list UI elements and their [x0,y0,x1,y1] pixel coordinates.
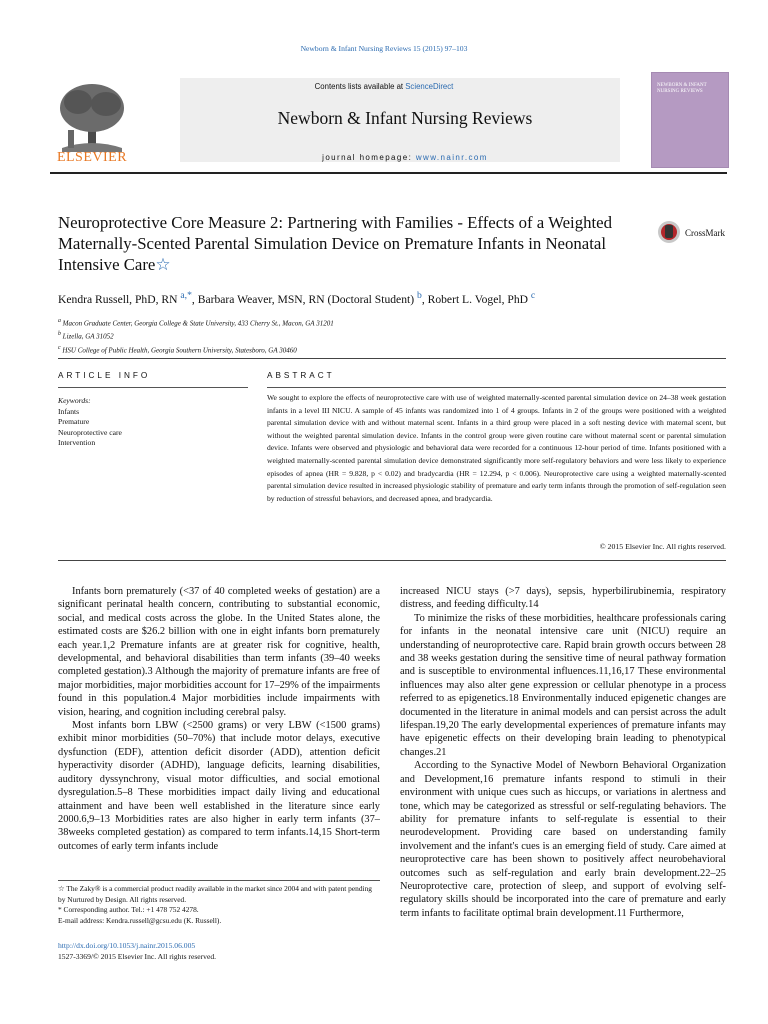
keywords-block [58,396,248,449]
author-sup[interactable]: b [416,290,422,301]
affiliation-text: Lizella, GA 31052 [62,332,114,341]
journal-title: Newborn & Infant Nursing Reviews [277,108,533,128]
footnote-item: ☆ The Zaky® is a commercial product readily available in the market since 2004 and with patent pending by Nurtured by Design. All rights reserved. [58,884,372,904]
affiliations [58,316,738,356]
paper-title [58,212,648,275]
issn-line: 1527-3369/© 2015 Elsevier Inc. All rights reserved. [58,951,217,961]
keyword-item: Infants [58,406,80,416]
title-footnote-mark[interactable]: ☆ [155,255,171,274]
affiliation-sup: a [58,318,61,324]
affiliation-item [58,343,738,356]
body-paragraph: Infants born prematurely (<37 of 40 completed weeks of gestation) are a significant perinatal health concern, contributing to substantial economic, social, and medical costs across the globe. In the United States alone, the estimated costs are $26.2 billion with one in eight infants born prematurely each year.1,2 Premature infants are at greater risk for cognitive, health, developmental, and behavioral disabilities than term infants (39–40 weeks completed gestation).3 Although the majority of premature infants are free of major morbidities, major morbidities account for 17–29% of the impairments found in this population.4 Major morbidities include impairments with vision, hearing, and cognition including cerebral palsy. [58,586,380,718]
homepage-link[interactable]: www.nainr.com [415,153,488,162]
author-sup[interactable]: a,* [180,290,192,301]
abstract-text: We sought to explore the effects of neuroprotective care with use of weighted maternally-scented parental simulation device on 24–38 week gestation infants in a level III NICU. A sample of 45 infants was randomized into 1 of 4 groups. Infants in 2 of the groups were positioned with a weighted parental simulation device with and without maternal scent. Infants in a third group were placed in a soft nesting device with maternal scent, but without the weighted parental simulation device. Infants in the control group were given routine care without maternal scent or parental simulation device. Infants were observed and physiologic and behavioral data were recorded for a continuous 12-hour period of time. Infants positioned with a weighted maternally-scented parental simulation device demonstrated significantly more self-regulatory behaviors and were less likely to experience episodes of apnea (HR = 9.828, p < 0.02) and bradycardia (HR = 12.294, p < 0.006). Neuroprotective care using a weighted maternally-scented parental simulation device resulted in increased physiologic stability of premature and early term infants through the promotion of self-regulation seen by reduction of stressful behaviors, and decreased apnea, and bradycardia. [267,393,726,503]
footnote-item: * Corresponding author. Tel.: +1 478 752 4278. [58,905,199,915]
section-rule [58,358,726,359]
affiliation-text: Macon Graduate Center, Georgia College & State University, 433 Cherry St., Macon, GA 31201 [62,319,334,328]
footnotes [58,884,380,926]
paper-title-text: Neuroprotective Core Measure 2: Partnering with Families - Effects of a Weighted Maternally-Scented Parental Simulation Device on Premature Infants in Neonatal Intensive Care [58,213,612,274]
body-paragraph: According to the Synactive Model of Newborn Behavioral Organization and Development,16 premature infants respond to stimuli in their environment with unique cues such as hiccups, or variations in alertness and tone, which may be categorized as stressful or self-regulating behaviors. The ability for premature infants to self-regulate is essential to their neurodevelopment. Providing care based on understanding family involvement and the infant's cues is an emerging field of study. Care aimed at neuroprotective care has been shown to positively affect neurobehavioral outcomes such as self-regulation and early brain development.22–25 Neuroprotective care, protection of sleep, and support of evolving self-regulatory skills should be incorporated into the care of premature and early term infants to facilitate optimal brain development.11 Furthermore, [400,760,726,919]
keywords-label: Keywords: [58,396,91,405]
affiliation-text: HSU College of Public Health, Georgia Southern University, Statesboro, GA 30460 [62,345,297,354]
author-name: Barbara Weaver, MSN, RN (Doctoral Student) [197,292,415,306]
keyword-item: Premature [58,417,90,426]
body-column-left [58,585,380,875]
affiliation-sup: b [58,331,61,338]
body-column-right [400,585,726,930]
keyword-item: Neuroprotective care [58,427,122,437]
journal-cover-thumbnail[interactable] [651,72,729,168]
abstract-heading: ABSTRACT [267,371,335,380]
abstract-rule [267,387,726,388]
journal-reference[interactable]: Newborn & Infant Nursing Reviews 15 (2015) 97–103 [300,44,468,53]
homepage-prefix: journal homepage: [322,153,416,162]
abstract-end-rule [58,560,726,561]
elsevier-logo-text: ELSEVIER [56,150,128,165]
body-paragraph: increased NICU stays (>7 days), sepsis, hyperbilirubinemia, respiratory distress, and feeding difficulty.14 [400,586,726,611]
journal-homepage [185,153,625,162]
footnote-item: E-mail address: Kendra.russell@gcsu.edu (K. Russell). [58,915,222,925]
author-name: Kendra Russell, PhD, RN [58,292,178,306]
affiliation-sup: c [58,344,61,351]
affiliation-item [58,316,738,329]
crossmark-label: CrossMark [685,228,725,238]
author-name: Robert L. Vogel, PhD [427,292,528,306]
abstract-copyright: © 2015 Elsevier Inc. All rights reserved. [599,542,726,551]
header-rule [50,172,727,174]
footnote-rule [58,880,380,881]
article-info-heading: ARTICLE INFO [58,371,151,380]
affiliation-item [58,329,738,342]
body-paragraph: To minimize the risks of these morbidities, healthcare professionals caring for infants in the neonatal intensive care unit (NICU) require an understanding of neuroprotective care. Rapid brain growth occurs between 28 and 38 weeks gestation during the sensitive time of neural pathway formation and is susceptible to environmental influences.11,16,17 These environmental influences may also alter gene expression or cellular phenotype in a process referred to as epigenetics.18 Environmentally induced epigenetic changes are documented in the literature in animal models and can persist across the adult lifespan.19,20 The early developmental experiences of premature infants may have epigenetic effects on their developing brain leading to phenotypical changes.21 [400,612,726,758]
publication-info [58,941,380,962]
contents-prefix: Contents lists available at [314,82,406,91]
keyword-item: Intervention [58,438,96,447]
cover-title: NEWBORN & INFANT NURSING REVIEWS [657,83,707,94]
crossmark-icon[interactable] [656,219,742,245]
article-info-rule [58,387,248,388]
author-list: Kendra Russell, PhD, RN $^{a,*}$, Barbara Weaver, MSN, RN (Doctoral Student) $^b$, Robert L. Vogel, PhD $^c$ [58,290,536,306]
doi-link[interactable]: http://dx.doi.org/10.1053/j.nainr.2015.06.005 [58,941,196,950]
body-paragraph: Most infants born LBW (<2500 grams) or very LBW (<1500 grams) exhibit minor morbidities (50–70%) that include motor delays, executive dysfunction (EDF), attention deficit disorder (ADD), attention deficit hyperactivity disorder (ADHD), language deficits, learning disabilities, auditory dyssynchrony, visual motor difficulties, and social emotional dysregulation.5–8 These morbidities impact daily living and educational attainment and have been well established in the literature since early 2000.6,9–13 Morbidities rates are also higher in early term infants (37–38weeks completed gestation) as compared to term infants.14,15 Short-term outcomes of early term infants include [58,720,380,852]
sciencedirect-link[interactable]: ScienceDirect [405,82,454,91]
author-sup[interactable]: c [530,290,536,301]
